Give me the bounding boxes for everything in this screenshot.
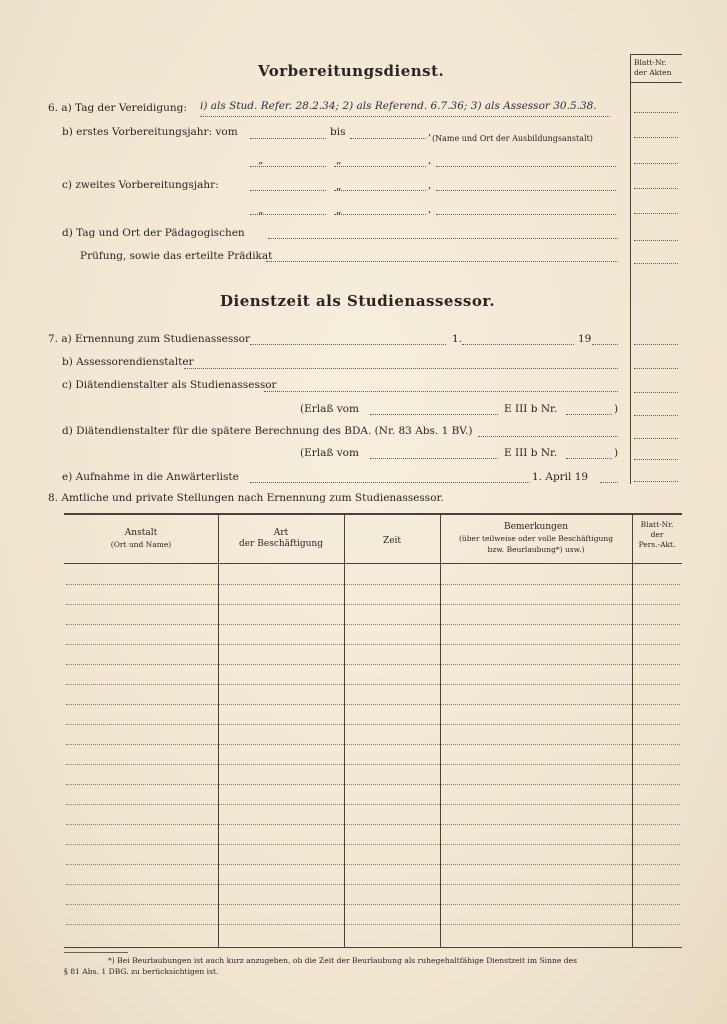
item-6b-bis: bis [330,126,346,138]
side-row [634,481,678,482]
item-6a-label: 6. a) Tag der Vereidigung: [48,102,187,114]
side-column-top-border [630,54,682,55]
table-row [66,704,680,705]
table-row [66,724,680,725]
table-header-anstalt-sub: (Ort und Name) [110,540,172,549]
item-7e-end: 1. April 19 [532,471,589,483]
ditto-6c-b: „ [336,180,342,192]
footnote-line1: *) Bei Beurlaubungen ist auch kurz anzugeben, ob die Zeit der Beurlaubung als ruhegehaltfähige Dienstzeit im Sinne des [108,956,578,965]
side-row [634,392,678,393]
item-6b-vom-line [250,138,326,139]
item-6d-label1: d) Tag und Ort der Pädagogischen [62,227,245,239]
table-header-bemerkungen-sub2: bzw. Beurlaubung*) usw.) [487,545,585,554]
item-6c-line-c [436,190,616,191]
table-row [66,824,680,825]
table-header-zeit-title: Zeit [382,536,402,546]
item-7a-end: 19 [578,333,592,345]
table-header-art-sub: der Beschäftigung [239,539,323,549]
side-row [634,137,678,138]
side-row [634,112,678,113]
table-row [66,644,680,645]
item-7a-line-c [592,344,618,345]
item-6d-label2: Prüfung, sowie das erteilte Prädikat [80,250,273,262]
item-6a-handwritten: i) als Stud. Refer. 28.2.34; 2) als Referend. 6.7.36; 3) als Assessor 30.5.38. [200,100,597,112]
table-row [66,764,680,765]
table-row [66,924,680,925]
table-header-bemerkungen-title: Bemerkungen [503,522,569,532]
side-row [634,213,678,214]
table-col-divider-4 [632,513,633,947]
erlass-7d-vom-line [370,458,498,459]
item-7c-line [264,391,618,392]
item-7a-mid: 1. [452,333,463,345]
table-col-divider-3 [440,513,441,947]
table-header-anstalt-title: Anstalt [124,528,158,538]
erlass-7c-ref-line [566,414,612,415]
item-8-label: 8. Amtliche und private Stellungen nach Ernennung zum Studienassessor. [48,492,444,504]
table-col-divider-2 [344,513,345,947]
table-header-zeit [344,536,440,547]
table-top-border [64,513,682,515]
side-row [634,415,678,416]
table-row [66,864,680,865]
table-header-border [64,563,682,564]
side-row [634,163,678,164]
item-6b2-comma: , [428,154,432,166]
item-6d-line1 [268,238,618,239]
footnote-rule [64,952,128,953]
erlass-7d-vom: (Erlaß vom [300,447,359,459]
table-row [66,844,680,845]
footnote-line2: § 81 Abs. 1 DBG. zu berücksichtigen ist. [64,967,219,976]
item-6a-line [200,116,610,117]
section-title-vorbereitungsdienst: Vorbereitungsdienst. [258,62,445,80]
item-6b-hint: (Name und Ort der Ausbildungsanstalt) [432,134,593,143]
side-column-header-border [630,82,682,83]
side-row [634,263,678,264]
item-7a-line-a [250,344,446,345]
item-7a-label: 7. a) Ernennung zum Studienassessor [48,333,251,345]
table-header-blatt-title3: Pers.-Akt. [638,540,676,549]
item-7e-label: e) Aufnahme in die Anwärterliste [62,471,239,483]
table-header-bemerkungen [440,522,632,555]
item-7c-label: c) Diätendienstalter als Studienassessor [62,379,277,391]
erlass-7d-ref-line [566,458,612,459]
table-header-art-title: Art [273,528,289,538]
item-6c-line-b [334,190,426,191]
side-row [634,459,678,460]
side-row [634,188,678,189]
item-7e-line-a [250,482,530,483]
side-row [634,240,678,241]
table-row [66,664,680,665]
item-6c2-comma: , [428,203,432,215]
table-header-blatt [632,520,682,550]
erlass-7d-ref: E III b Nr. [504,447,558,459]
item-7d-label: d) Diätendienstalter für die spätere Berechnung des BDA. (Nr. 83 Abs. 1 BV.) [62,425,473,437]
table-bottom-border [64,947,682,948]
item-6b-bis-line [350,138,426,139]
item-7b-label: b) Assessorendienstalter [62,356,194,368]
table-row [66,784,680,785]
item-7b-line [184,368,618,369]
side-row [634,344,678,345]
table-row [66,584,680,585]
table-header-anstalt [64,528,218,550]
section-title-dienstzeit: Dienstzeit als Studienassessor. [220,292,496,310]
table-header-blatt-title2: der [650,530,664,539]
erlass-7c-ref: E III b Nr. [504,403,558,415]
item-6d-line2 [266,261,618,262]
item-6c-line-a [250,190,326,191]
table-header-blatt-title1: Blatt-Nr. [640,520,674,529]
side-row [634,368,678,369]
table-row [66,744,680,745]
ditto-6b2-b: „ [336,154,342,166]
ditto-6b2-a: „ [258,154,264,166]
table-row [66,624,680,625]
item-6c2-line-b [334,214,426,215]
table-row [66,804,680,805]
table-header-art [218,528,344,550]
table-row [66,684,680,685]
ditto-6c2-a: „ [258,204,264,216]
erlass-7c-close: ) [614,403,619,415]
table-row [66,904,680,905]
item-7e-line-b [600,482,618,483]
table-header-bemerkungen-sub1: (über teilweise oder volle Beschäftigung [459,534,613,543]
item-6c-label: c) zweites Vorbereitungsjahr: [62,179,219,191]
side-column-left-border [630,54,631,484]
item-7d-line [478,436,618,437]
item-7a-line-b [462,344,574,345]
erlass-7c-vom: (Erlaß vom [300,403,359,415]
table-row [66,884,680,885]
item-6c-comma: , [428,179,432,191]
ditto-6c2-b: „ [336,204,342,216]
item-6b-comma: , [428,126,432,138]
erlass-7d-close: ) [614,447,619,459]
side-column-header: Blatt-Nr. der Akten [634,58,672,77]
item-6c2-line-c [436,214,616,215]
item-6b-label: b) erstes Vorbereitungsjahr: vom [62,126,238,138]
item-6b2-line-a [250,166,326,167]
table-col-divider-1 [218,513,219,947]
erlass-7c-vom-line [370,414,498,415]
table-row [66,604,680,605]
side-row [634,438,678,439]
item-6b2-line-b [334,166,426,167]
item-6c2-line-a [250,214,326,215]
item-6b2-line-c [436,166,616,167]
